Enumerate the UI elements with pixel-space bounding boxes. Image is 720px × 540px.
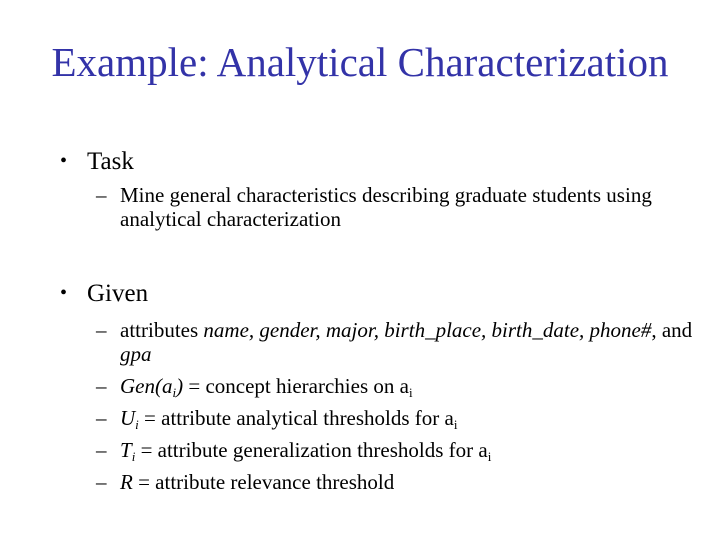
gen-function-close: ) bbox=[176, 374, 184, 398]
u-symbol: U bbox=[120, 406, 136, 430]
given-item-2-text bbox=[120, 374, 696, 398]
bullet-task bbox=[60, 146, 134, 177]
dash-glyph: – bbox=[96, 438, 107, 462]
bullet-glyph: • bbox=[60, 150, 68, 172]
dash-glyph: – bbox=[96, 374, 107, 398]
task-item-1 bbox=[96, 183, 696, 231]
u-description: = attribute analytical thresholds for a bbox=[138, 406, 454, 430]
t-symbol: T bbox=[120, 438, 132, 462]
slide-title: Example: Analytical Characterization bbox=[51, 39, 669, 85]
dash-glyph: – bbox=[96, 183, 107, 207]
t-sub: i bbox=[487, 449, 492, 464]
r-description: = attribute relevance threshold bbox=[132, 470, 395, 494]
given-item-3-text bbox=[120, 406, 696, 430]
dash-glyph: – bbox=[96, 470, 107, 494]
u-symbol-sub: i bbox=[135, 417, 139, 432]
task-heading: Task bbox=[87, 148, 134, 175]
attribute-gpa: gpa bbox=[120, 342, 152, 366]
bullet-glyph: • bbox=[60, 282, 68, 304]
given-item-1-text bbox=[120, 318, 696, 366]
given-item-3 bbox=[96, 406, 696, 430]
task-item-1-text: Mine general characteristics describing graduate students using analytical characterization bbox=[120, 183, 652, 231]
r-symbol: R bbox=[120, 470, 133, 494]
given-item-5 bbox=[96, 470, 696, 494]
gen-function-sub: i bbox=[172, 385, 177, 400]
attributes-and: , and bbox=[651, 318, 693, 342]
given-heading: Given bbox=[87, 280, 149, 307]
t-symbol-sub: i bbox=[131, 449, 136, 464]
attribute-list: name, gender, major, birth_place, birth_date, phone# bbox=[203, 318, 652, 342]
u-sub: i bbox=[453, 417, 458, 432]
gen-function: Gen(a bbox=[120, 374, 173, 398]
dash-glyph: – bbox=[96, 406, 107, 430]
given-item-5-text bbox=[120, 470, 696, 494]
given-item-4-text bbox=[120, 438, 696, 462]
attributes-prefix: attributes bbox=[120, 318, 204, 342]
given-item-2 bbox=[96, 374, 696, 398]
bullet-given bbox=[60, 278, 148, 309]
given-item-4 bbox=[96, 438, 696, 462]
dash-glyph: – bbox=[96, 318, 107, 342]
gen-description: = concept hierarchies on a bbox=[183, 374, 409, 398]
t-description: = attribute generalization thresholds for a bbox=[135, 438, 488, 462]
gen-sub: i bbox=[408, 385, 413, 400]
given-item-1 bbox=[96, 318, 696, 366]
